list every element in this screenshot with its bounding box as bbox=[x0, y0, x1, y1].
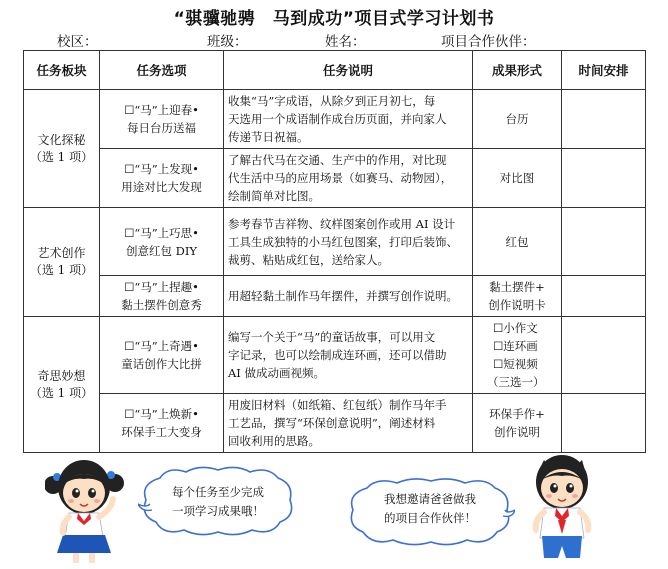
table-row bbox=[24, 317, 646, 394]
school-field[interactable]: 校区： bbox=[57, 34, 98, 50]
info-line bbox=[0, 30, 668, 50]
boy-illustration bbox=[522, 450, 602, 564]
class-field[interactable]: 班级： bbox=[207, 34, 248, 50]
time-cell[interactable] bbox=[562, 90, 646, 149]
bubble-right-line: 我想邀请爸爸做我 bbox=[384, 492, 476, 506]
header-module: 任务板块 bbox=[24, 51, 100, 90]
time-cell[interactable] bbox=[562, 149, 646, 208]
task-option-checkbox[interactable]: ☐“马”上迎春• 每日台历送福 bbox=[100, 90, 224, 149]
task-option-checkbox[interactable]: ☐“马”上发现• 用途对比大发现 bbox=[100, 149, 224, 208]
module-cell-culture: 文化探秘 （选 1 项） bbox=[24, 90, 100, 208]
time-cell[interactable] bbox=[562, 317, 646, 394]
header-desc: 任务说明 bbox=[224, 51, 473, 90]
header-time: 时间安排 bbox=[562, 51, 646, 90]
task-description: 了解古代马在交通、生产中的作用，对比现 代生活中马的应用场景（如赛马、动物园）， 绘制简单对比图。 bbox=[224, 149, 473, 208]
module-cell-imagination: 奇思妙想 （选 1 项） bbox=[24, 317, 100, 453]
result-form: 环保手作+ 创作说明 bbox=[473, 394, 562, 453]
table-row bbox=[24, 276, 646, 317]
partner-field[interactable]: 项目合作伙伴： bbox=[441, 34, 536, 50]
task-description: 用超轻黏土制作马年摆件，并撰写创作说明。 bbox=[224, 276, 473, 317]
table-row bbox=[24, 394, 646, 453]
result-form: 台历 bbox=[473, 90, 562, 149]
choice-essay[interactable]: ☐小作文 bbox=[493, 321, 538, 335]
table-header-row bbox=[24, 51, 646, 90]
table-row bbox=[24, 149, 646, 208]
bubble-left-line: 每个任务至少完成 bbox=[172, 485, 264, 499]
task-option-checkbox[interactable]: ☐“马”上巧思• 创意红包 DIY bbox=[100, 208, 224, 276]
time-cell[interactable] bbox=[562, 394, 646, 453]
header-result: 成果形式 bbox=[473, 51, 562, 90]
speech-bubble-right bbox=[345, 476, 515, 548]
plan-table bbox=[23, 50, 646, 453]
task-option-checkbox[interactable]: ☐“马”上焕新• 环保手工大变身 bbox=[100, 394, 224, 453]
bubble-right-line: 的项目合作伙伴！ bbox=[384, 511, 476, 525]
speech-bubble-left bbox=[138, 464, 298, 540]
task-description: 用废旧材料（如纸箱、红包纸）制作马年手 工艺品，撰写“环保创意说明”，阐述材料 回收利用的思路。 bbox=[224, 394, 473, 453]
choice-video[interactable]: ☐短视频 bbox=[493, 357, 538, 371]
header-option: 任务选项 bbox=[100, 51, 224, 90]
page-title: “骐骥驰骋 马到成功”项目式学习计划书 bbox=[173, 9, 495, 29]
girl-illustration bbox=[45, 455, 125, 565]
time-cell[interactable] bbox=[562, 208, 646, 276]
task-option-checkbox[interactable]: ☐“马”上奇遇• 童话创作大比拼 bbox=[100, 317, 224, 394]
task-description: 编写一个关于“马”的童话故事，可以用文 字记录，也可以绘制成连环画，还可以借助 AI 做成动画视频。 bbox=[224, 317, 473, 394]
task-option-checkbox[interactable]: ☐“马”上捏趣• 黏土摆件创意秀 bbox=[100, 276, 224, 317]
result-form: 对比图 bbox=[473, 149, 562, 208]
result-form: 红包 bbox=[473, 208, 562, 276]
choice-note: （三选一） bbox=[487, 375, 545, 389]
table-row bbox=[24, 90, 646, 149]
module-cell-art: 艺术创作 （选 1 项） bbox=[24, 208, 100, 317]
result-form-choices[interactable] bbox=[473, 317, 562, 394]
task-description: 收集“马”字成语，从除夕到正月初七，每 天选用一个成语制作成台历页面，并向家人 传递节日祝福。 bbox=[224, 90, 473, 149]
name-field[interactable]: 姓名： bbox=[325, 34, 366, 50]
task-description: 参考春节吉祥物、纹样图案创作或用 AI 设计 工具生成独特的小马红包图案，打印后装饰、 裁剪、粘贴成红包，送给家人。 bbox=[224, 208, 473, 276]
table-row bbox=[24, 208, 646, 276]
bubble-left-line: 一项学习成果哦！ bbox=[172, 504, 264, 518]
result-form: 黏土摆件+ 创作说明卡 bbox=[473, 276, 562, 317]
time-cell[interactable] bbox=[562, 276, 646, 317]
choice-comic[interactable]: ☐连环画 bbox=[493, 339, 538, 353]
